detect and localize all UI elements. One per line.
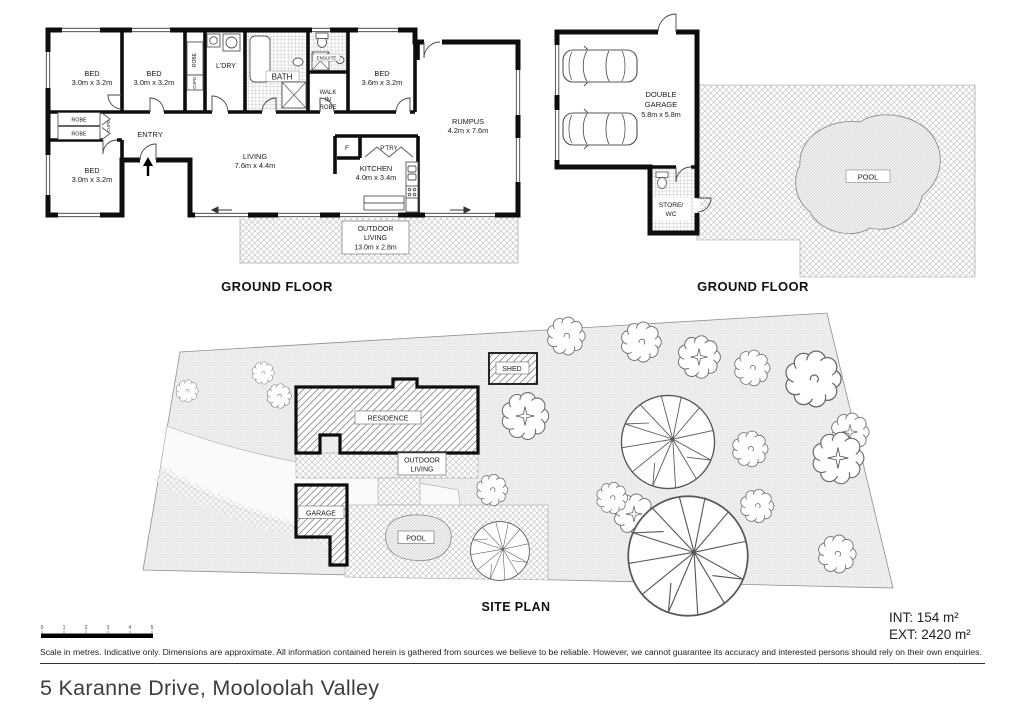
scale-tick-1: 1 [62,625,66,631]
bed4-label: BED [374,69,390,78]
outdoor-living-line2: LIVING [364,235,387,242]
robe3-label: ROBE [192,52,198,68]
store-line2: WC [665,211,677,218]
site-garage-label-box [298,506,344,519]
disclaimer-text: Scale in metres. Indicative only. Dimensions are approximate. All information contained herein is gathered from sources we believe to be reliable. However, we cannot guarantee its accuracy and interested persons should rely on their own enquiries. [40,647,982,657]
site-shed-label: SHED [502,366,522,373]
site-plan-title: SITE PLAN [481,600,551,614]
site-outdoor-line1: OUTDOOR [404,457,440,465]
tree-icon [628,496,748,616]
bush-icon [678,336,720,378]
bed2-label: BED [146,69,162,78]
room-kitchen [356,164,397,182]
garage-line1: DOUBLE [645,90,677,99]
outdoor-living-dims: 13.0m x 2.8m [354,244,397,252]
bush-icon [622,322,662,362]
wir-line1: WALK [319,90,337,96]
store-line1: STORE/ [658,202,684,209]
bed3-dims: 3.0m x 3.2m [71,175,113,184]
scale-tick-3: 3 [106,625,110,631]
scale-tick-0: 0 [40,625,44,631]
bush-icon [502,393,548,440]
bed4-dims: 3.6m x 3.2m [361,78,403,87]
bush-icon [741,489,774,522]
site-outdoor-strip [296,453,478,478]
living-dims: 7.6m x 4.4m [234,161,276,170]
site-outdoor-label-box [398,453,446,475]
laundry-tub-icon [207,34,220,47]
laundry-label: L'DRY [216,63,236,70]
bed1-dims: 3.0m x 3.2m [71,78,113,87]
site-outdoor-line2: LIVING [410,466,434,474]
bath-label: BATH [271,72,293,82]
room-ensuite [313,54,340,61]
room-rumpus [448,117,489,135]
scale-tick-5: 5 [150,625,154,631]
tree-icon [621,395,714,488]
car-icon [563,109,637,149]
bush-icon [813,432,864,483]
scale-tick-2: 2 [84,625,88,631]
garage-pool-plan [554,14,975,277]
external-area: EXT: 2420 m² [889,626,971,642]
scale-tick-4: 4 [128,625,132,631]
site-residence-label-box [355,411,421,424]
house-floor-plan [45,27,521,263]
bed2-dims: 3.0m x 3.2m [133,78,175,87]
bush-icon [252,362,274,384]
site-residence-label: RESIDENCE [367,415,409,423]
store-wc-label [653,198,691,220]
bush-icon [477,474,508,505]
store-fixtures [656,172,668,189]
entry-label: ENTRY [137,130,163,139]
toilet-icon [658,178,667,189]
scale-bar [41,625,154,638]
double-garage-label [641,90,681,119]
bush-icon [548,317,585,355]
tree-icon [471,522,530,581]
ground-floor-title-left: GROUND FLOOR [221,279,333,294]
rumpus-dims: 4.2m x 7.6m [447,126,489,135]
cupboard2-label: CUPD [106,120,111,132]
bush-icon [735,350,770,386]
wir-line2: IN [325,97,331,104]
wir-line3: ROBE [319,105,337,111]
pool-label: POOL [857,172,879,182]
car-icon [563,46,637,86]
divider-rule [40,663,985,664]
bed1-label: BED [84,69,100,78]
bush-icon [597,482,628,513]
pool-label-box [846,170,890,183]
site-pool-label: POOL [406,535,426,543]
site-shed-label-box [496,362,529,374]
bush-icon [786,351,841,407]
garage-dims: 5.8m x 5.8m [641,110,681,119]
kitchen-dims: 4.0m x 3.4m [355,173,397,182]
kitchen-label: KITCHEN [359,164,393,173]
ensuite-label: ENSUITE [316,55,337,61]
pantry-label: P'TRY [380,145,398,152]
bed3-label: BED [84,166,100,175]
sink-icon [293,58,303,66]
cupboard1-label: CUPD [192,77,197,89]
fridge-label: F [345,145,349,152]
robe1-label: ROBE [71,117,87,124]
outdoor-living-label-box [342,221,409,254]
rumpus-label: RUMPUS [451,117,485,126]
stove-icon [406,186,418,198]
site-pool-label-box [398,531,434,544]
ground-floor-title-right: GROUND FLOOR [697,279,809,294]
outdoor-living-line1: OUTDOOR [357,226,394,233]
site-path [378,478,420,505]
bush-icon [819,535,856,573]
bush-icon [267,384,291,409]
bush-icon [733,431,768,467]
internal-area: INT: 154 m² [889,610,959,625]
area-summary [889,610,971,643]
site-plan [143,313,893,616]
site-garage-label: GARAGE [306,510,336,518]
room-bath [266,71,299,82]
living-label: LIVING [242,152,268,161]
bush-icon [176,380,198,402]
robe2-label: ROBE [71,131,87,138]
property-address: 5 Karanne Drive, Mooloolah Valley [40,676,380,700]
garage-line2: GARAGE [644,100,678,109]
